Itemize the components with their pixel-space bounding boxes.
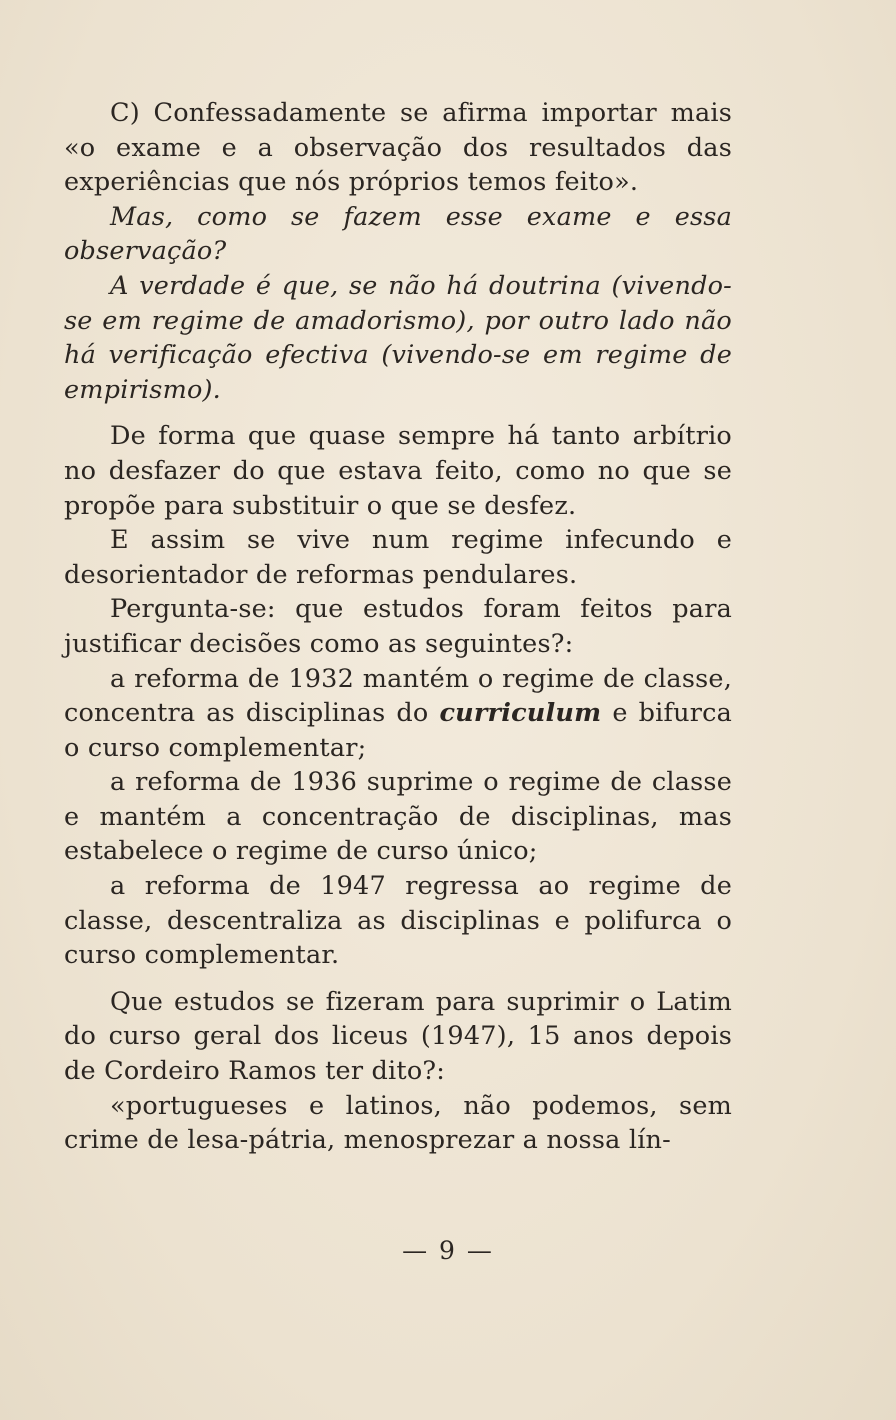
page-number: — 9 —: [402, 1236, 494, 1265]
paragraph-question-exame: Mas, como se fazem esse exame e essa observação?: [64, 201, 732, 267]
paragraph-e-assim: E assim se vive num regime infecundo e desorientador de reformas pendulares.: [64, 525, 732, 590]
paragraph-reforma-1932: a reforma de 1932 mantém o regime de classe, concentra as disciplinas do curriculum e bifurca o curso complementar;: [64, 663, 732, 763]
paragraph-reforma-1936: a reforma de 1936 suprime o regime de classe e mantém a concentração de disciplinas, mas estabelece o regime de curso único;: [64, 767, 732, 867]
book-page: [64, 96, 732, 1158]
paragraph-verdade: A verdade é que, se não há doutrina (vivendo-se em regime de amadorismo), por outro lado não há verificação efectiva (vivendo-se em regime de empirismo).: [64, 270, 732, 405]
paragraph-que-estudos: Que estudos se fizeram para suprimir o Latim do curso geral dos liceus (1947), 15 anos depois de Cordeiro Ramos ter dito?:: [64, 986, 732, 1087]
italic-term-curriculum: curriculum: [439, 698, 602, 729]
paragraph-portugueses: «portugueses e latinos, não podemos, sem crime de lesa-pátria, menosprezar a nossa lín-: [64, 1090, 732, 1156]
paragraph-confessadamente: C) Confessadamente se afirma importar mais «o exame e a observação dos resultados das experiências que nós próprios temos feito».: [64, 98, 732, 198]
paragraph-de-forma: De forma que quase sempre há tanto arbítrio no desfazer do que estava feito, como no que se propõe para substituir o que se desfez.: [64, 421, 732, 521]
paragraph-reforma-1947: a reforma de 1947 regressa ao regime de classe, descentraliza as disciplinas e polifurca o curso complementar.: [64, 871, 732, 971]
paragraph-pergunta-se: Pergunta-se: que estudos foram feitos para justificar decisões como as seguintes?:: [64, 594, 732, 659]
